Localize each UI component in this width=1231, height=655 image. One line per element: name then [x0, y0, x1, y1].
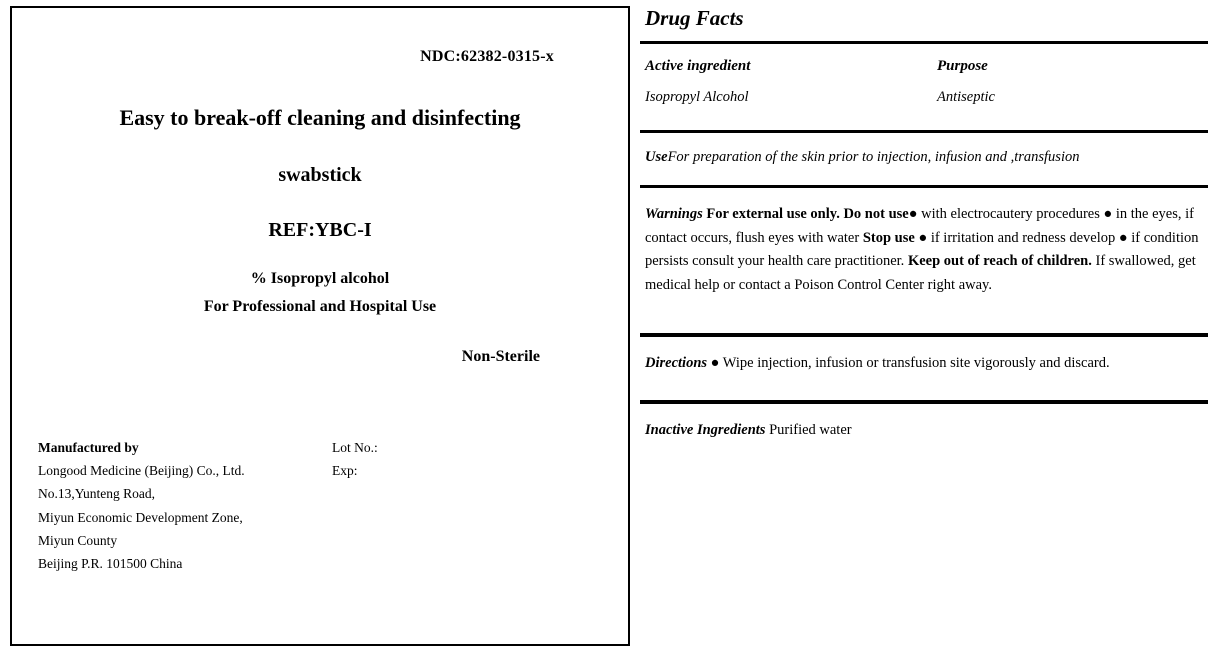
- active-ingredient-column: [645, 58, 937, 106]
- divider-rule: [640, 333, 1208, 337]
- expiry-label: Exp:: [332, 463, 358, 479]
- warnings-bold-1: For external use only. Do not use: [706, 206, 909, 223]
- product-label-panel: [10, 6, 630, 646]
- professional-use-statement: For Professional and Hospital Use: [203, 298, 437, 316]
- warnings-section: [645, 203, 1202, 297]
- warnings-text-3: If swallowed, get medical help or contact a Poison Control Center right away.: [645, 253, 1196, 293]
- warnings-bold-2: Stop use: [862, 229, 915, 246]
- active-ingredient-value: Isopropyl Alcohol: [645, 89, 749, 105]
- drug-facts-title: Drug Facts: [645, 6, 744, 30]
- directions-text: ● Wipe injection, infusion or transfusion site vigorously and discard.: [710, 355, 1110, 372]
- drug-facts-panel: [630, 0, 1222, 655]
- manufacturer-block: [38, 436, 245, 575]
- spacer: [640, 169, 1202, 175]
- lot-number-label: Lot No.:: [332, 440, 378, 455]
- directions-heading: Directions: [645, 355, 708, 372]
- reference-number: REF:YBC-I: [268, 219, 372, 242]
- purpose-heading: Purpose: [937, 58, 988, 74]
- active-ingredient-heading: Active ingredient: [645, 58, 751, 74]
- inactive-ingredients-text: Purified water: [769, 421, 852, 438]
- manufactured-by-label: Manufactured by: [38, 440, 139, 455]
- active-ingredient-row: [645, 58, 1202, 106]
- manufacturer-line: Miyun Economic Development Zone,: [38, 509, 243, 525]
- product-title-line2: swabstick: [278, 164, 362, 187]
- use-text: For preparation of the skin prior to injection, infusion and ,transfusion: [667, 149, 1080, 165]
- warnings-text-2: ● if irritation and redness develop ● if condition persists consult your health care practitioner.: [645, 229, 1199, 270]
- inactive-ingredients-heading: Inactive Ingredients: [645, 421, 766, 438]
- spacer: [640, 106, 1202, 120]
- spacer: [640, 376, 1202, 390]
- sterility-statement: Non-Sterile: [461, 348, 540, 366]
- manufacturer-line: Beijing P.R. 101500 China: [38, 556, 183, 572]
- warnings-bold-3: Keep out of reach of children.: [907, 253, 1092, 270]
- divider-rule: [640, 185, 1208, 188]
- alcohol-percentage: % Isopropyl alcohol: [250, 270, 390, 288]
- use-heading: Use: [645, 149, 668, 165]
- product-title-line1: Easy to break-off cleaning and disinfecting: [119, 105, 521, 130]
- divider-rule: [640, 400, 1208, 404]
- purpose-column: [937, 58, 1197, 106]
- inactive-ingredients-section: [645, 419, 1202, 442]
- lot-expiry-block: [332, 436, 378, 482]
- manufacturer-line: Longood Medicine (Beijing) Co., Ltd.: [38, 463, 245, 479]
- spacer: [640, 297, 1202, 323]
- ndc-number: NDC:62382-0315-x: [420, 48, 554, 65]
- divider-rule: [640, 41, 1208, 44]
- manufacturer-line: Miyun County: [38, 532, 118, 548]
- manufacturer-line: No.13,Yunteng Road,: [38, 486, 155, 502]
- directions-section: [645, 352, 1202, 375]
- divider-rule: [640, 130, 1208, 133]
- warnings-text-1: ● with electrocautery procedures ● in the eyes, if contact occurs, flush eyes with water: [645, 206, 1194, 246]
- purpose-value: Antiseptic: [937, 89, 995, 105]
- warnings-heading: Warnings: [645, 206, 703, 223]
- use-section: [645, 146, 1202, 169]
